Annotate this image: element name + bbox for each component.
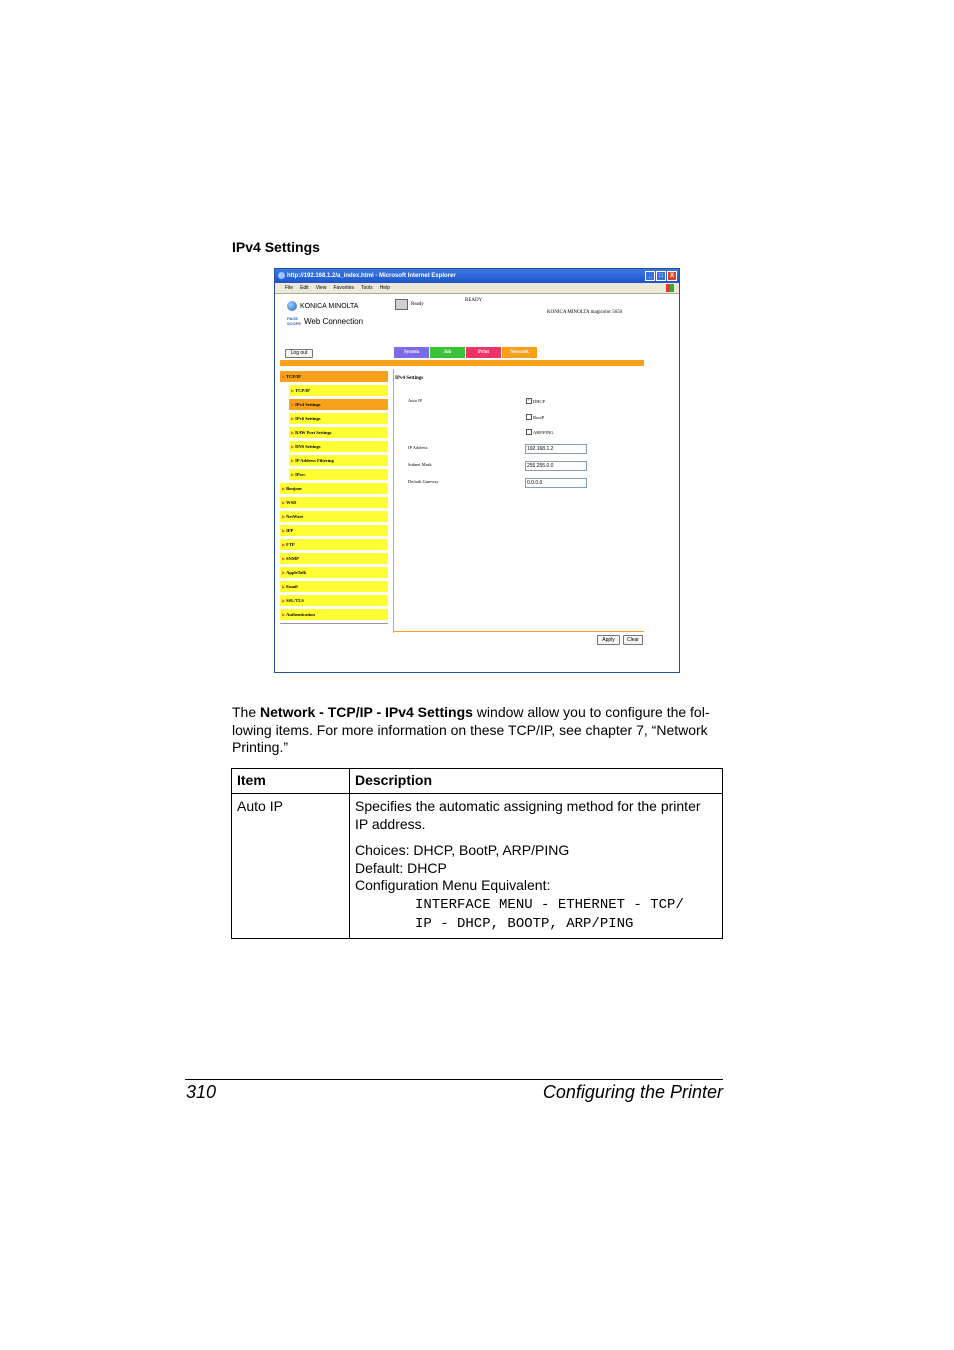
browser-menubar <box>275 283 679 294</box>
menu-view[interactable]: View <box>315 285 327 291</box>
arrow-right-icon: ▶ <box>291 430 295 435</box>
sidebar-item-label: NetWare <box>286 514 304 519</box>
sidebar-item-tcp-ip[interactable] <box>289 385 388 396</box>
web-connection-logo <box>287 316 363 326</box>
checkbox-icon[interactable] <box>526 429 532 435</box>
choices: Choices: DHCP, BootP, ARP/PING <box>355 842 570 859</box>
sidebar-bottom-rule <box>280 623 388 624</box>
checkbox-checked-icon[interactable]: ✓ <box>527 398 532 403</box>
ip-address-input[interactable]: 192.168.1.2 <box>525 444 587 454</box>
sidebar-item-label: Email <box>286 584 298 589</box>
minimize-button[interactable]: _ <box>645 271 655 281</box>
globe-icon <box>287 301 297 311</box>
arrow-right-icon: ▶ <box>291 416 295 421</box>
orange-divider <box>280 360 644 366</box>
intro-paragraph: The Network - TCP/IP - IPv4 Settings window allow you to configure the fol- lowing items. For more information on these TCP/IP, see chapter 7, “Network Printing.” <box>232 704 710 756</box>
menu-edit[interactable]: Edit <box>300 285 309 291</box>
chapter-title: Configuring the Printer <box>542 1082 723 1102</box>
clear-button[interactable]: Clear <box>623 635 643 645</box>
row-description: Specifies the automatic assigning method for the printer IP address. Choices: DHCP, BootP, ARP/PING Default: DHCP Configuration Menu Equivalent: INTERFACE MENU - ETHERNET - TCP/ IP - DHCP, BOOTP, ARP/PING <box>350 794 723 939</box>
brand-name: KONICA MINOLTA <box>300 302 359 310</box>
arrow-right-icon: ▶ <box>282 528 286 533</box>
menu-help[interactable]: Help <box>379 285 390 291</box>
subnet-mask-label: Subnet Mask <box>408 462 432 467</box>
sidebar-item-netware[interactable] <box>280 511 388 522</box>
sidebar-item-ipv6-settings[interactable] <box>289 413 388 424</box>
arrow-right-icon: ▶ <box>282 598 286 603</box>
browser-title: http://192.168.1.2/a_index.html - Microsoft Internet Explorer <box>287 273 456 279</box>
bootp-checkbox[interactable]: BootP <box>526 414 544 420</box>
sidebar-item-label: Bonjour <box>286 486 303 491</box>
logout-button[interactable]: Log out <box>285 349 313 358</box>
arrow-right-icon: ▶ <box>282 584 286 589</box>
sidebar-item-label: IPP <box>286 528 294 533</box>
arrow-right-icon: ▶ <box>291 388 295 393</box>
sidebar-item-tcp-ip[interactable] <box>280 371 388 382</box>
arrow-right-icon: ▶ <box>282 486 286 491</box>
arrow-right-icon: ▶ <box>282 570 286 575</box>
sidebar-item-wsd[interactable] <box>280 497 388 508</box>
arrow-right-icon: ▶ <box>291 402 295 407</box>
sidebar-item-label: Authentication <box>286 612 315 617</box>
menu-path: INTERFACE MENU - ETHERNET - TCP/ IP - DHCP, BOOTP, ARP/PING <box>415 896 684 932</box>
sidebar-item-bonjour[interactable] <box>280 483 388 494</box>
browser-title-bar <box>275 269 679 283</box>
main-tabs <box>394 347 537 358</box>
sidebar-item-label: FTP <box>286 542 295 547</box>
sidebar-item-label: IP Address Filtering <box>295 458 334 463</box>
default: Default: DHCP <box>355 859 447 876</box>
arrow-right-icon: ▶ <box>282 374 286 379</box>
table-header-row <box>232 769 723 794</box>
vertical-separator <box>393 369 394 633</box>
arpping-checkbox[interactable]: ARP/PING <box>526 429 554 435</box>
form-title: IPv4 Settings <box>395 376 424 381</box>
ip-address-label: IP Address <box>408 445 428 450</box>
maximize-button[interactable]: □ <box>656 271 666 281</box>
section-heading: IPv4 Settings <box>232 239 320 255</box>
sidebar-item-label: RAW Port Settings <box>295 430 332 435</box>
arrow-right-icon: ▶ <box>282 556 286 561</box>
settings-table <box>231 768 723 939</box>
page-number: 310 <box>186 1082 217 1102</box>
sidebar-item-appletalk[interactable] <box>280 567 388 578</box>
sidebar-item-label: SNMP <box>286 556 299 561</box>
arrow-right-icon: ▶ <box>291 444 295 449</box>
menu-file[interactable]: File <box>285 285 294 291</box>
sidebar-item-raw-port-settings[interactable] <box>289 427 388 438</box>
table-row <box>232 794 723 939</box>
default-gateway-input[interactable]: 0.0.0.0 <box>525 478 587 488</box>
sidebar-item-label: DNS Settings <box>295 444 321 449</box>
windows-flag-icon <box>666 284 674 292</box>
tab-print[interactable]: Print <box>466 347 501 358</box>
tab-job[interactable]: Job <box>430 347 465 358</box>
footer-rule <box>185 1079 723 1080</box>
close-button[interactable]: X <box>667 271 677 281</box>
brand-logo <box>287 301 358 311</box>
default-gateway-label: Default Gateway <box>408 479 439 484</box>
apply-button[interactable]: Apply <box>597 635 620 645</box>
browser-screenshot <box>274 268 680 673</box>
sidebar-item-ssl-tls[interactable] <box>280 595 388 606</box>
sidebar-item-ipsec[interactable] <box>289 469 388 480</box>
sidebar-item-snmp[interactable] <box>280 553 388 564</box>
horizontal-separator <box>394 631 644 632</box>
sidebar-item-label: IPsec <box>295 472 306 477</box>
status-ready: Ready <box>411 302 424 307</box>
web-connection-text: Web Connection <box>304 316 364 326</box>
dhcp-checkbox[interactable]: ✓ DHCP <box>527 398 546 404</box>
header-description: Description <box>350 769 723 794</box>
config-label: Configuration Menu Equivalent: <box>355 877 551 894</box>
checkbox-icon[interactable] <box>526 414 532 420</box>
header-item: Item <box>232 769 350 794</box>
printer-model: KONICA MINOLTA magicolor 5650 <box>547 310 623 315</box>
subnet-mask-input[interactable]: 255.255.0.0 <box>525 461 587 471</box>
sidebar-item-dns-settings[interactable] <box>289 441 388 452</box>
menu-tools[interactable]: Tools <box>361 285 373 291</box>
sidebar-item-ipv4-settings[interactable] <box>289 399 388 410</box>
ie-icon <box>278 272 285 279</box>
status-ready-caps: READY <box>465 298 483 303</box>
arrow-right-icon: ▶ <box>282 500 286 505</box>
sidebar-item-email[interactable] <box>280 581 388 592</box>
window-path: Network - TCP/IP - IPv4 Settings <box>260 704 473 720</box>
arrow-right-icon: ▶ <box>282 514 286 519</box>
sidebar-item-label: WSD <box>286 500 297 505</box>
sidebar-item-label: IPv6 Settings <box>295 416 321 421</box>
menu-favorites[interactable]: Favorites <box>333 285 354 291</box>
arrow-right-icon: ▶ <box>282 542 286 547</box>
row-item: Auto IP <box>232 794 350 939</box>
pagescope-logo: PAGE SCOPE <box>287 316 302 326</box>
tab-network[interactable]: Network <box>502 347 537 358</box>
sidebar-item-label: AppleTalk <box>286 570 307 575</box>
printer-status-icon <box>395 299 408 310</box>
arrow-right-icon: ▶ <box>282 612 286 617</box>
arrow-right-icon: ▶ <box>291 458 295 463</box>
sidebar-item-label: IPv4 Settings <box>295 402 321 407</box>
sidebar-item-ftp[interactable] <box>280 539 388 550</box>
sidebar-item-label: TCP/IP <box>286 374 301 379</box>
sidebar-item-ip-address-filtering[interactable] <box>289 455 388 466</box>
auto-ip-label: Auto IP <box>408 398 423 403</box>
tab-system[interactable]: System <box>394 347 429 358</box>
sidebar-item-ipp[interactable] <box>280 525 388 536</box>
sidebar-item-label: TCP/IP <box>295 388 310 393</box>
sidebar-item-label: SSL/TLS <box>286 598 304 603</box>
sidebar-item-authentication[interactable] <box>280 609 388 620</box>
arrow-right-icon: ▶ <box>291 472 295 477</box>
